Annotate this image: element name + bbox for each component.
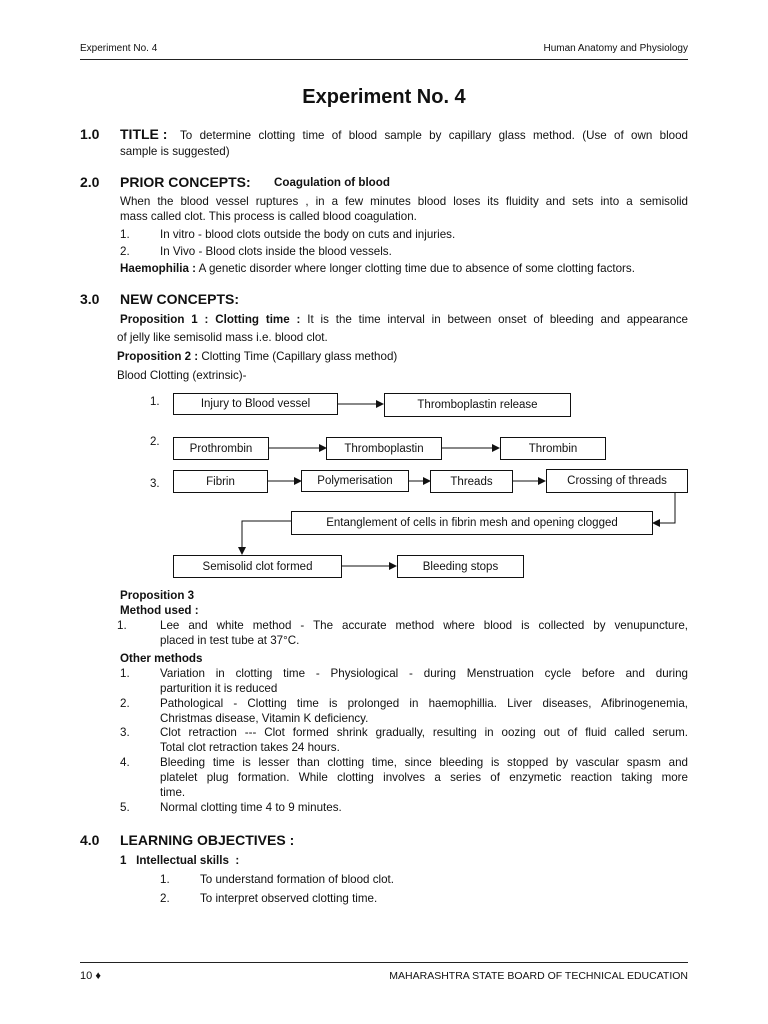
proposition-1-text: It is the time interval in between onset of bleeding and appearance: [307, 313, 688, 326]
list-item-number: 1.: [120, 228, 130, 241]
flow-step-number: 3.: [150, 478, 160, 490]
proposition-1-line2: of jelly like semisolid mass i.e. blood clot.: [117, 331, 328, 344]
blood-clotting-label: Blood Clotting (extrinsic)-: [117, 369, 247, 382]
flow-box-label: Injury to Blood vessel: [200, 398, 311, 410]
flow-box-injury: [173, 393, 338, 415]
section-2-heading: PRIOR CONCEPTS:: [120, 174, 251, 190]
flow-box-label: Prothrombin: [189, 442, 253, 455]
running-header-right: Human Anatomy and Physiology: [543, 43, 688, 54]
flow-box-thromboplastin: [326, 437, 442, 460]
list-item-text: Bleeding time is lesser than clotting time, since bleeding is stopped by vascular spasm and: [160, 756, 688, 769]
flow-box-label: Entanglement of cells in fibrin mesh and opening clogged: [326, 517, 618, 529]
section-1-text-line2: sample is suggested): [120, 145, 230, 158]
haemophilia-text: A genetic disorder where longer clotting time due to absence of some clotting factors.: [198, 262, 635, 275]
section-2-subheading: Coagulation of blood: [274, 176, 390, 189]
page-title: Experiment No. 4: [302, 86, 466, 108]
list-item-number: 2.: [120, 697, 130, 710]
list-item-text: parturition it is reduced: [160, 682, 278, 695]
method-used-label: Method used :: [120, 604, 199, 617]
flow-box-fibrin: [173, 470, 268, 493]
flow-step-number: 1.: [150, 396, 160, 408]
section-2-number: 2.0: [80, 174, 100, 190]
section-4-number: 4.0: [80, 832, 100, 848]
list-item-text: platelet plug formation. While clotting involves a series of enzymetic reaction taking more: [160, 771, 688, 784]
flow-box-crossing: [546, 469, 688, 493]
proposition-2-text: Clotting Time (Capillary glass method): [201, 350, 398, 363]
list-item-text: Normal clotting time 4 to 9 minutes.: [160, 801, 342, 814]
flow-box-label: Threads: [450, 475, 493, 488]
list-item-text: Christmas disease, Vitamin K deficiency.: [160, 712, 369, 725]
section-2-para-line1: When the blood vessel ruptures , in a few minutes blood loses its fluidity and sets into a semisolid: [120, 195, 688, 208]
flow-box-label: Bleeding stops: [422, 560, 499, 573]
running-header-left: Experiment No. 4: [80, 43, 158, 54]
arrow-entanglement-to-semisolid: [242, 521, 291, 554]
intellectual-skills-label: 1 Intellectual skills :: [120, 854, 240, 867]
arrow-crossing-to-entanglement: [653, 493, 675, 523]
flow-box-label: Semisolid clot formed: [202, 560, 313, 573]
list-item-text: Clot retraction --- Clot formed shrink gradually, resulting in oozing out of fluid called serum.: [160, 726, 688, 739]
flow-box-bleeding-stops: [397, 555, 524, 578]
list-item-text: In Vivo - Blood clots inside the blood vessels.: [160, 245, 392, 258]
list-item-number: 3.: [120, 726, 130, 739]
page-number: [80, 970, 101, 982]
list-item-text: To interpret observed clotting time.: [200, 892, 378, 905]
flow-box-label: Fibrin: [206, 475, 235, 488]
section-1-heading: TITLE :: [120, 126, 168, 142]
list-item-text: In vitro - blood clots outside the body on cuts and injuries.: [160, 228, 456, 241]
list-item-text: Pathological - Clotting time is prolonged in haemophillia. Liver diseases, Afibrinogenemia,: [160, 697, 688, 710]
list-item-text: Variation in clotting time - Physiological - during Menstruation cycle before and during: [160, 667, 688, 680]
flow-box-semisolid: [173, 555, 342, 578]
list-item-number: 4.: [120, 756, 130, 769]
section-2-para-line2: mass called clot. This process is called blood coagulation.: [120, 210, 417, 223]
haemophilia-label: Haemophilia :: [120, 262, 197, 275]
flow-box-entanglement: [291, 511, 653, 535]
flow-box-polymerisation: [301, 470, 409, 492]
flow-box-thromboplastin-release: [384, 393, 571, 417]
list-item-text: Lee and white method - The accurate method where blood is collected by venupuncture,: [160, 619, 688, 632]
proposition-2-label: Proposition 2 :: [117, 350, 199, 363]
flow-box-label: Thromboplastin release: [417, 399, 538, 411]
flow-box-thrombin: [500, 437, 606, 460]
diamond-bullet-icon: ♦: [95, 970, 101, 982]
flow-box-threads: [430, 470, 513, 493]
section-1-text-line1: To determine clotting time of blood sample by capillary glass method. (Use of own blood: [180, 129, 688, 142]
proposition-1-label: Proposition 1 : Clotting time :: [120, 313, 301, 326]
flow-box-label: Thrombin: [528, 442, 578, 455]
page-number-value: 10: [80, 970, 93, 982]
flow-box-label: Crossing of threads: [567, 475, 667, 487]
footer-board-name: MAHARASHTRA STATE BOARD OF TECHNICAL EDUCATION: [389, 970, 688, 982]
footer-rule: [80, 962, 688, 963]
proposition-3-label: Proposition 3: [120, 589, 195, 602]
list-item-text: To understand formation of blood clot.: [200, 873, 394, 886]
list-item-number: 1.: [120, 667, 130, 680]
flow-box-label: Thromboplastin: [344, 442, 424, 455]
list-item-number: 2.: [120, 245, 130, 258]
section-3-number: 3.0: [80, 291, 100, 307]
list-item-number: 1.: [160, 873, 170, 886]
list-item-text: placed in test tube at 37°C.: [160, 634, 300, 647]
list-item-text: Total clot retraction takes 24 hours.: [160, 741, 340, 754]
other-methods-label: Other methods: [120, 652, 203, 665]
list-item-number: 5.: [120, 801, 130, 814]
flow-box-label: Polymerisation: [317, 475, 393, 487]
list-item-number: 2.: [160, 892, 170, 905]
list-item-text: time.: [160, 786, 186, 799]
section-3-heading: NEW CONCEPTS:: [120, 291, 239, 307]
section-4-heading: LEARNING OBJECTIVES :: [120, 832, 295, 848]
flow-box-prothrombin: [173, 437, 269, 460]
flow-step-number: 2.: [150, 436, 160, 448]
list-item-number: 1.: [117, 619, 127, 632]
section-1-number: 1.0: [80, 126, 100, 142]
